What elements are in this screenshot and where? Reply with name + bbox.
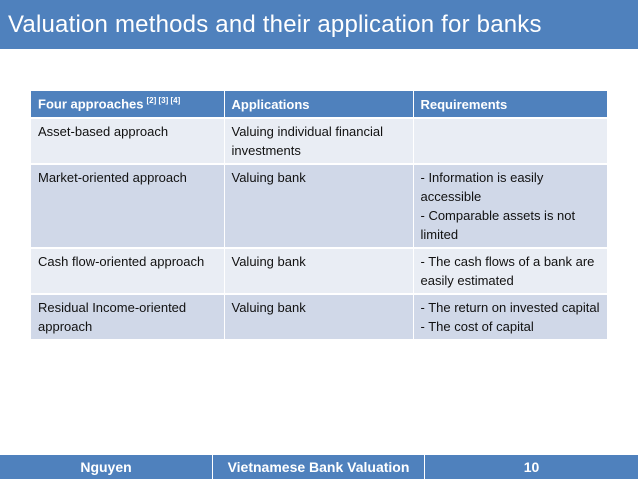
header-requirements: Requirements (413, 91, 607, 118)
requirement-item: - Comparable assets is not limited (420, 208, 576, 242)
requirements-cell (413, 164, 607, 248)
requirements-cell (413, 294, 607, 339)
header-approaches (31, 91, 224, 118)
requirement-item: - Information is easily accessible (420, 170, 544, 204)
application-cell: Valuing bank (224, 248, 413, 294)
slide-footer (0, 455, 638, 479)
footer-page-number: 10 (523, 459, 540, 475)
approach-cell: Asset-based approach (31, 118, 224, 164)
application-cell: Valuing bank (224, 164, 413, 248)
requirements-cell (413, 248, 607, 294)
approach-cell: Market-oriented approach (31, 164, 224, 248)
application-cell: Valuing bank (224, 294, 413, 339)
table-row (31, 118, 607, 164)
requirement-item: - The cost of capital (420, 319, 534, 334)
table-row (31, 248, 607, 294)
approach-cell: Residual Income-oriented approach (31, 294, 224, 339)
footer-topic: Vietnamese Bank Valuation (213, 455, 425, 479)
table-row (31, 294, 607, 339)
footer-author: Nguyen (0, 455, 213, 479)
header-approaches-references: [2] [3] [4] (146, 96, 181, 106)
requirement-item: - The return on invested capital (420, 300, 600, 315)
requirement-item: - The cash flows of a bank are easily estimated (420, 254, 595, 288)
slide-title: Valuation methods and their application for banks (0, 0, 638, 49)
application-cell: Valuing individual financial investments (224, 118, 413, 164)
header-approaches-label: Four approaches (38, 96, 144, 112)
table-row (31, 164, 607, 248)
table-header-row (31, 91, 607, 118)
approach-cell: Cash flow-oriented approach (31, 248, 224, 294)
requirements-cell (413, 118, 607, 164)
header-applications: Applications (224, 91, 413, 118)
valuation-methods-table (31, 91, 607, 339)
